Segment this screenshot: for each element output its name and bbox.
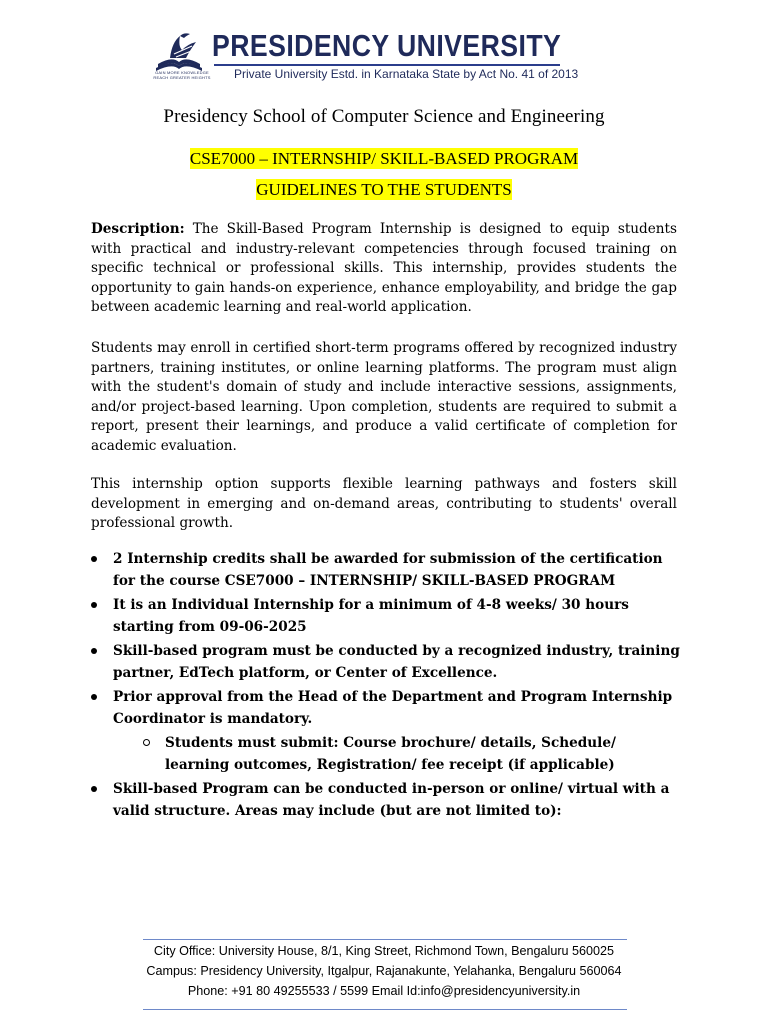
footer-city-office: City Office: University House, 8/1, King Street, Richmond Town, Bengaluru 560025 [153, 944, 615, 958]
footer-contact: Phone: +91 80 49255533 / 5599 Email Id:info@presidencyuniversity.in [187, 984, 581, 998]
bullet-icon [91, 648, 97, 654]
guidelines-title-text: GUIDELINES TO THE STUDENTS [256, 180, 512, 199]
university-logo [150, 26, 579, 86]
footer-campus: Campus: Presidency University, Itgalpur, Rajanakunte, Yelahanka, Bengaluru 560064 [146, 964, 622, 978]
bullet-icon [91, 602, 97, 608]
circle-bullet-icon [143, 739, 150, 746]
school-title: Presidency School of Computer Science and Engineering [163, 106, 605, 127]
description-label: Description: [91, 221, 185, 237]
list-item-text: Skill-based program must be conducted by a recognized industry, training partner, EdTech platform, or Center of Excellence. [113, 643, 680, 681]
list-item-text: Skill-based Program can be conducted in-person or online/ virtual with a valid structure. Areas may include (but are not limited to): [113, 781, 670, 819]
footer [0, 941, 768, 1001]
guidelines-list [91, 548, 681, 824]
bullet-icon [91, 786, 97, 792]
logo-tagline: GAIN MORE KNOWLEDGE REACH GREATER HEIGHTS [153, 70, 211, 80]
bullet-icon [91, 556, 97, 562]
list-item [91, 548, 681, 592]
university-subtitle: Private University Estd. in Karnataka State by Act No. 41 of 2013 [234, 67, 579, 81]
bullet-icon [91, 694, 97, 700]
list-item-text: It is an Individual Internship for a minimum of 4-8 weeks/ 30 hours starting from 09-06-2025 [113, 597, 629, 635]
university-name: PRESIDENCY UNIVERSITY [212, 28, 562, 63]
list-item-text: Prior approval from the Head of the Department and Program Internship Coordinator is mandatory. [113, 689, 673, 727]
list-item-text: 2 Internship credits shall be awarded for submission of the certification for the course CSE7000 – INTERNSHIP/ SKILL-BASED PROGRAM [113, 551, 663, 589]
list-item [91, 778, 681, 822]
list-item [91, 594, 681, 638]
course-title-text: CSE7000 – INTERNSHIP/ SKILL-BASED PROGRAM [189, 149, 579, 168]
footer-divider-top [143, 939, 627, 940]
list-item [91, 686, 681, 730]
footer-divider-bottom [143, 1009, 627, 1010]
description-text: The Skill-Based Program Internship is designed to equip students with practical and industry-relevant competencies through focused training on specific technical or professional skills. This internship, provides students the opportunity to gain hands-on experience, enhance employability, and bridge the gap between academic learning and real-world application. [91, 221, 677, 316]
flexibility-paragraph: This internship option supports flexible learning pathways and fosters skill development in emerging and on-demand areas, contributing to students' overall professional growth. [91, 476, 677, 532]
sub-list-item-text: Students must submit: Course brochure/ details, Schedule/ learning outcomes, Registration/ fee receipt (if applicable) [165, 735, 616, 773]
list-item [91, 640, 681, 684]
header-divider [214, 64, 560, 66]
guidelines-title [0, 180, 768, 200]
description-paragraph [91, 220, 677, 318]
enrollment-paragraph: Students may enroll in certified short-term programs offered by recognized industry partners, training institutes, or online learning platforms. The program must align with the student's domain of study and include interactive sessions, assignments, and/or project-based learning. Upon completion, students are required to submit a report, present their learnings, and produce a valid certificate of completion for academic evaluation. [91, 340, 677, 454]
sub-list-item [91, 732, 681, 776]
course-title [0, 149, 768, 169]
